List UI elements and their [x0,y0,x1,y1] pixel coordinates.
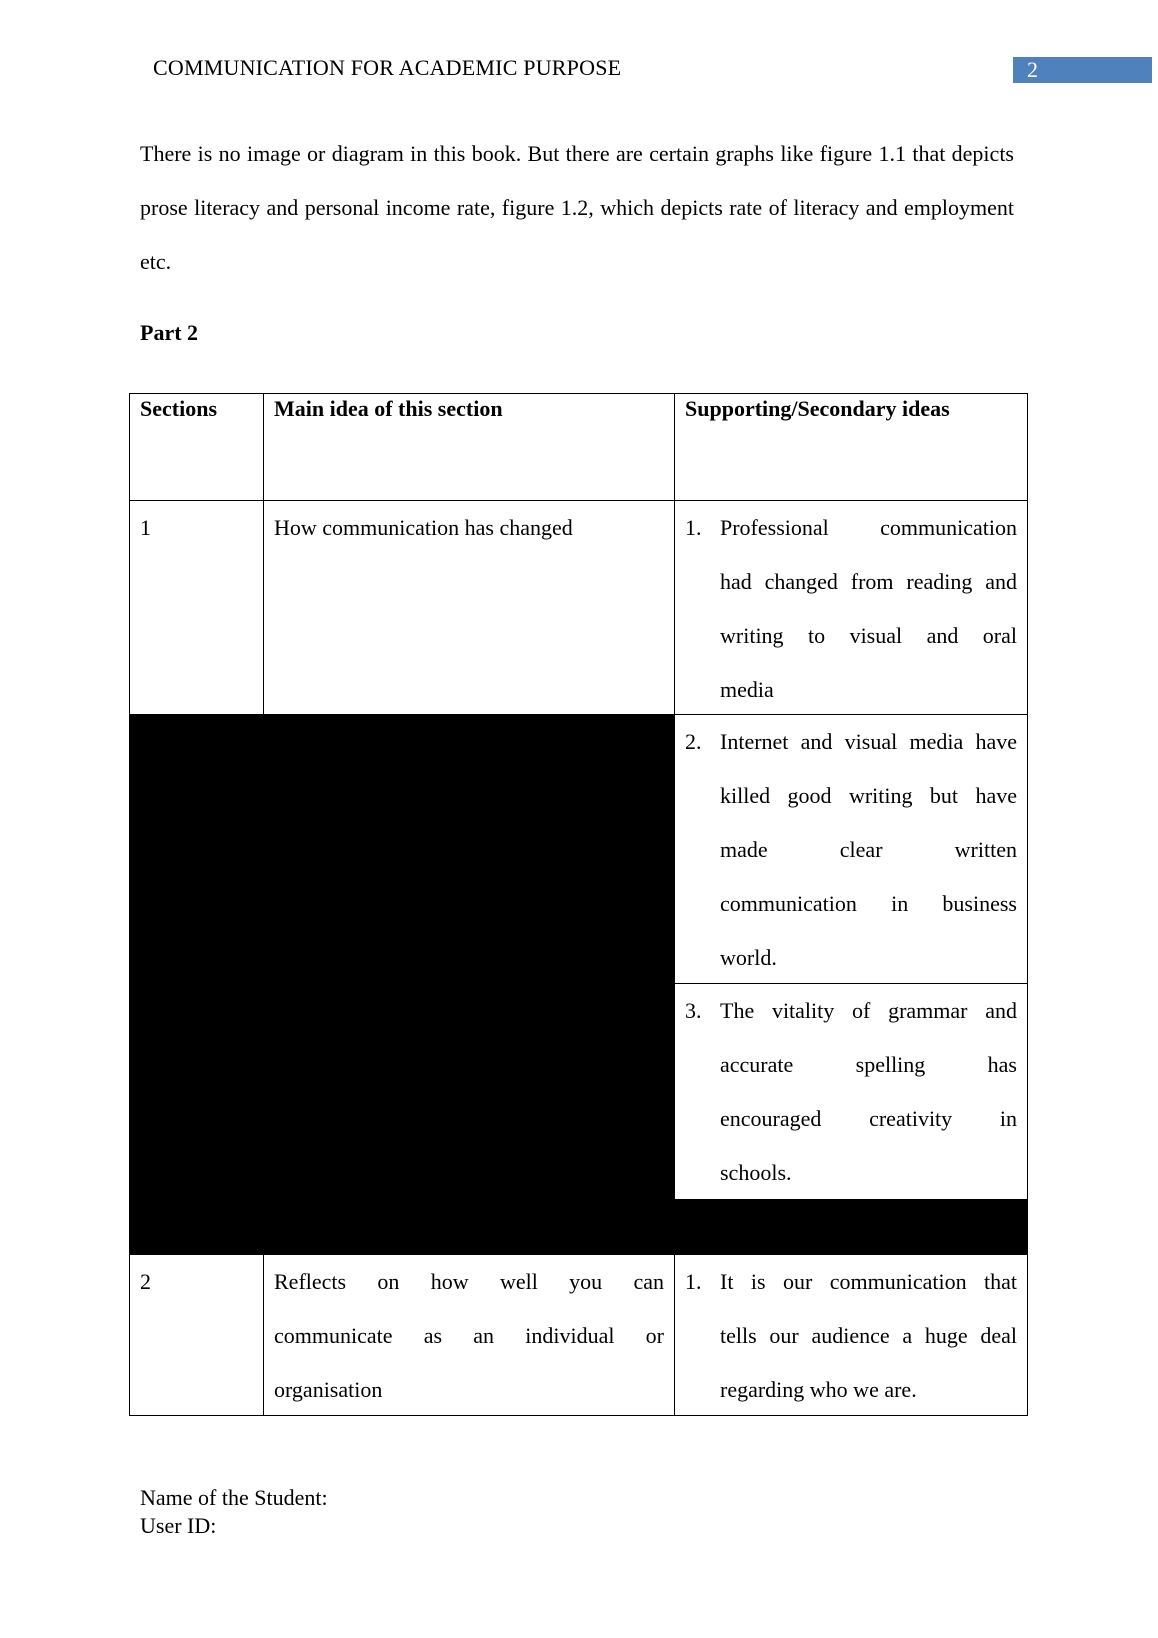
row1-idea-3 [674,983,1028,1200]
part-heading: Part 2 [140,320,199,345]
row2-section: 2 [129,1254,264,1416]
header-main-idea: Main idea of this section [263,393,675,501]
idea-text: The vitality of grammar and accurate spelling has encouraged creativity in schools. [720,998,1017,1185]
student-footer [140,1484,328,1540]
sections-table [129,393,1028,1415]
row1-section: 1 [129,500,264,715]
idea-text: Internet and visual media have killed good writing but have made clear written communication in business world. [720,729,1017,970]
header-title: COMMUNICATION FOR ACADEMIC PURPOSE [153,55,622,80]
idea-number: 2. [685,729,702,754]
row1-main-idea: How communication has changed [263,500,675,715]
header-supporting-ideas: Supporting/Secondary ideas [674,393,1028,501]
row1-idea-2 [674,714,1028,984]
idea-number: 3. [685,998,702,1023]
page-number: 2 [1013,57,1152,83]
intro-paragraph: There is no image or diagram in this book. But there are certain graphs like figure 1.1 that depicts prose literacy and personal income rate, figure 1.2, which depicts rate of literacy and employment etc. [140,141,1014,274]
idea-text: Professional communication had changed from reading and writing to visual and oral media [720,515,1017,702]
redaction-band [129,1199,1028,1254]
idea-number: 1. [685,515,702,540]
row2-main-idea: Reflects on how well you can communicate as an individual or organisation [263,1254,675,1416]
idea-text: It is our communication that tells our audience a huge deal regarding who we are. [720,1269,1017,1402]
redaction-block [129,715,675,1254]
header-sections: Sections [129,393,264,501]
idea-number: 1. [685,1269,702,1294]
row1-idea-1 [674,500,1028,715]
student-name-label: Name of the Student: [140,1485,328,1510]
row2-idea-1 [674,1254,1028,1416]
user-id-label: User ID: [140,1513,217,1538]
